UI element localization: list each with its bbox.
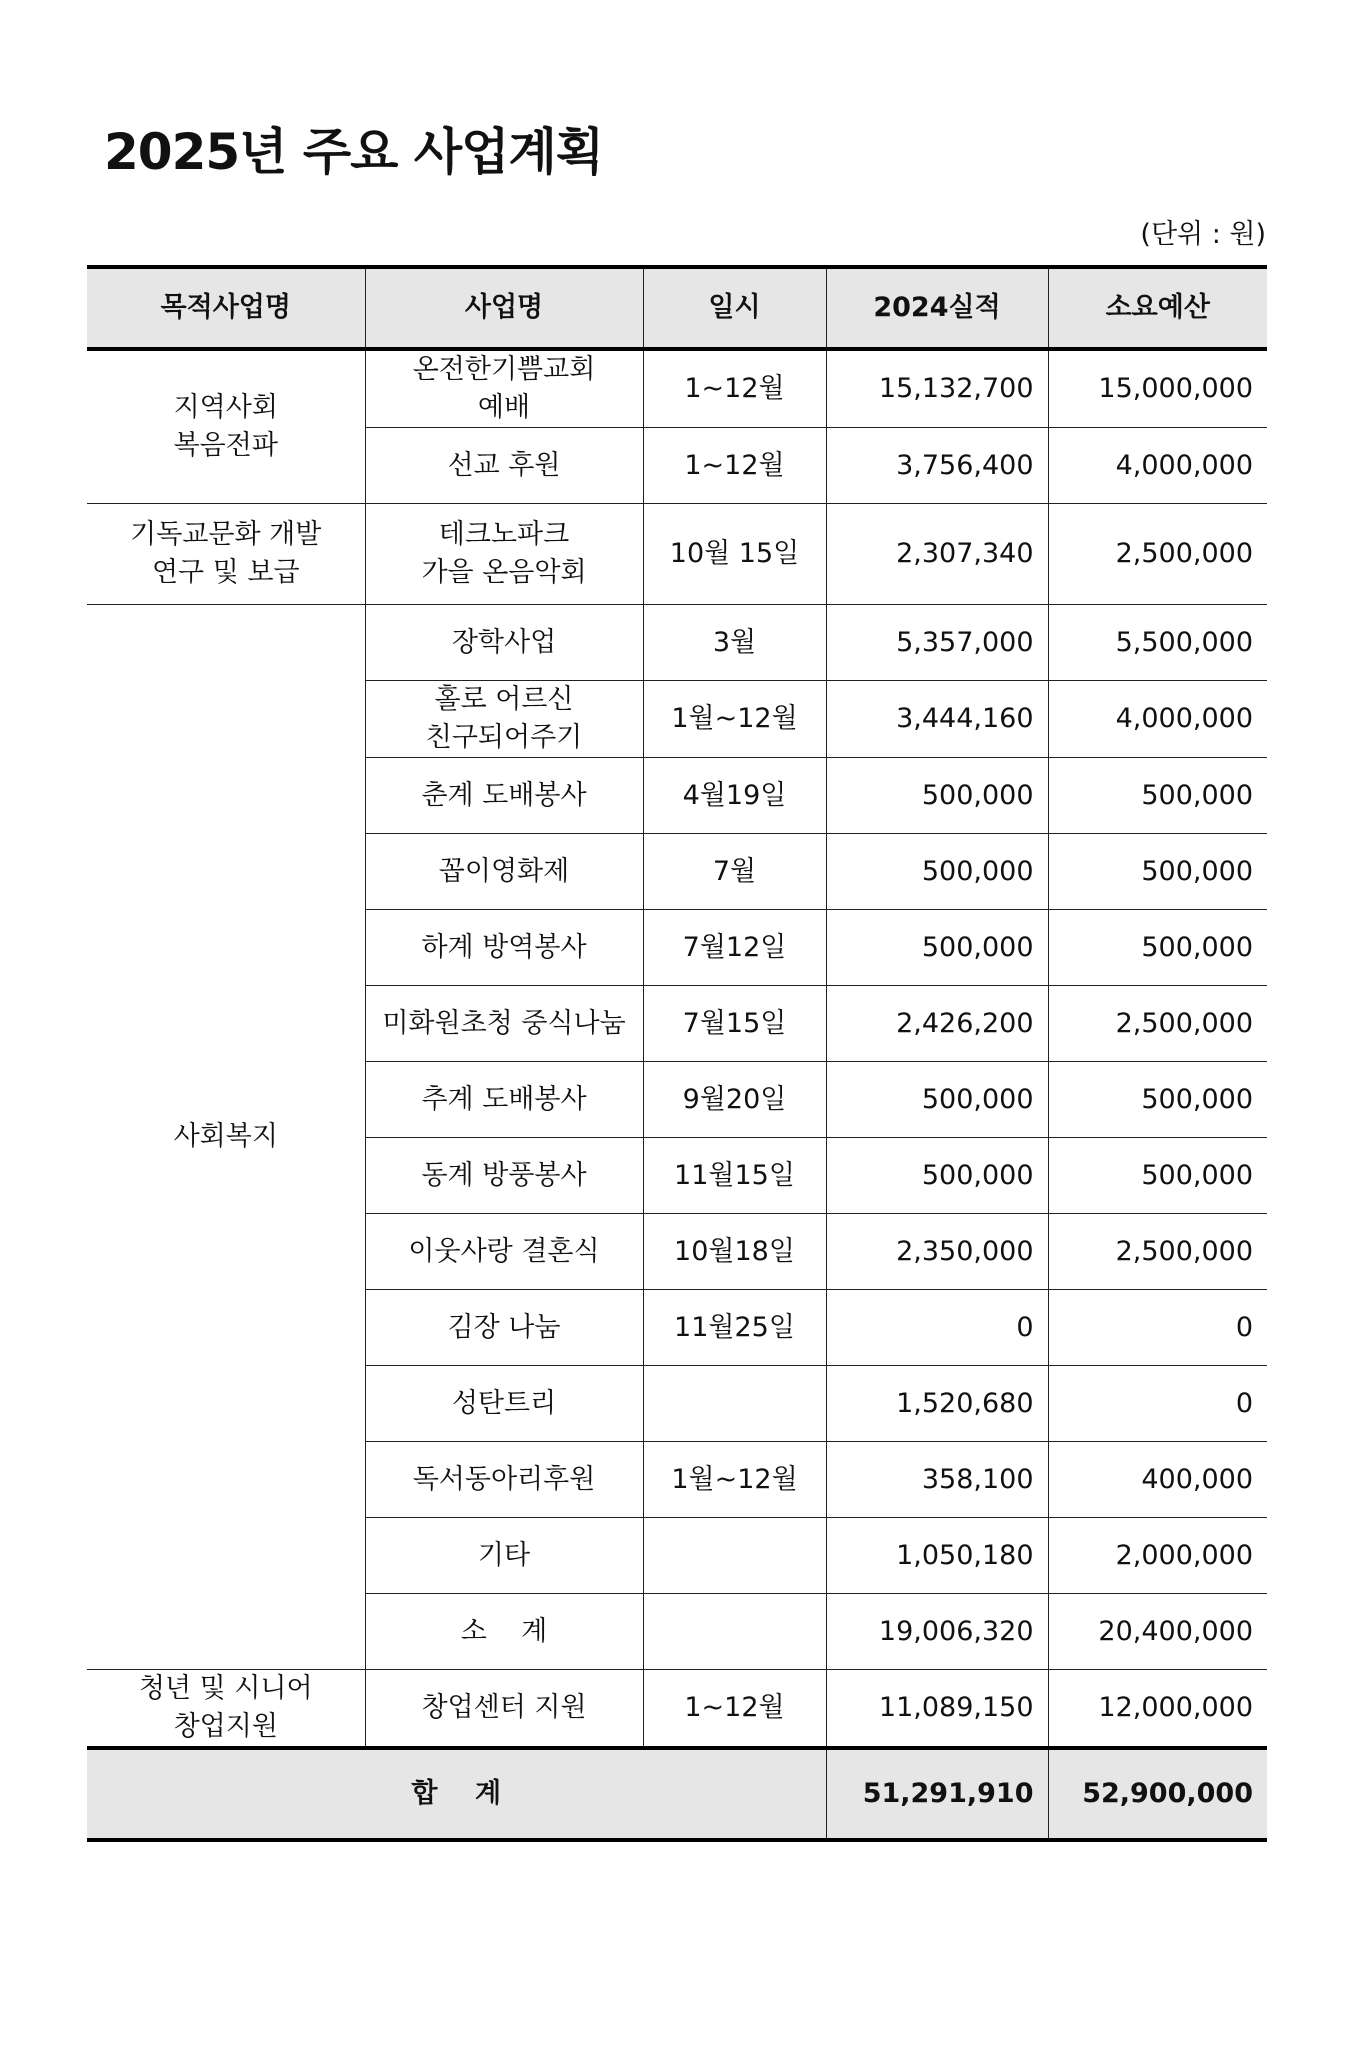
project-cell: 장학사업 xyxy=(365,605,643,681)
actual-cell: 2,426,200 xyxy=(826,986,1048,1062)
project-cell: 선교 후원 xyxy=(365,428,643,504)
budget-cell: 500,000 xyxy=(1048,758,1267,834)
date-cell: 1월~12월 xyxy=(643,1442,826,1518)
actual-cell: 500,000 xyxy=(826,1138,1048,1214)
actual-cell: 15,132,700 xyxy=(826,349,1048,428)
actual-cell: 1,050,180 xyxy=(826,1518,1048,1594)
actual-cell: 500,000 xyxy=(826,834,1048,910)
table-row xyxy=(87,1670,1267,1749)
header-budget: 소요예산 xyxy=(1048,267,1267,349)
project-cell: 추계 도배봉사 xyxy=(365,1062,643,1138)
actual-cell: 2,350,000 xyxy=(826,1214,1048,1290)
actual-cell: 358,100 xyxy=(826,1442,1048,1518)
total-budget: 52,900,000 xyxy=(1048,1748,1267,1840)
budget-cell: 500,000 xyxy=(1048,834,1267,910)
date-cell: 11월15일 xyxy=(643,1138,826,1214)
purpose-cell: 사회복지 xyxy=(87,605,365,1670)
budget-cell: 0 xyxy=(1048,1290,1267,1366)
date-cell xyxy=(643,1518,826,1594)
date-cell: 3월 xyxy=(643,605,826,681)
date-cell: 9월20일 xyxy=(643,1062,826,1138)
actual-cell: 500,000 xyxy=(826,1062,1048,1138)
total-actual: 51,291,910 xyxy=(826,1748,1048,1840)
total-label: 합 계 xyxy=(87,1748,826,1840)
budget-cell: 5,500,000 xyxy=(1048,605,1267,681)
project-cell: 꼽이영화제 xyxy=(365,834,643,910)
project-cell: 테크노파크 가을 온음악회 xyxy=(365,504,643,605)
actual-cell: 3,444,160 xyxy=(826,681,1048,758)
budget-cell: 2,500,000 xyxy=(1048,986,1267,1062)
date-cell: 10월 15일 xyxy=(643,504,826,605)
date-cell: 7월12일 xyxy=(643,910,826,986)
table-header-row xyxy=(87,267,1267,349)
header-date: 일시 xyxy=(643,267,826,349)
purpose-cell: 청년 및 시니어 창업지원 xyxy=(87,1670,365,1749)
actual-cell: 11,089,150 xyxy=(826,1670,1048,1749)
date-cell: 7월15일 xyxy=(643,986,826,1062)
actual-cell: 5,357,000 xyxy=(826,605,1048,681)
project-cell: 홀로 어르신 친구되어주기 xyxy=(365,681,643,758)
page-title: 2025년 주요 사업계획 xyxy=(104,123,604,181)
actual-cell: 19,006,320 xyxy=(826,1594,1048,1670)
date-cell: 1~12월 xyxy=(643,1670,826,1749)
project-cell: 김장 나눔 xyxy=(365,1290,643,1366)
date-cell: 10월18일 xyxy=(643,1214,826,1290)
project-cell: 이웃사랑 결혼식 xyxy=(365,1214,643,1290)
table-row xyxy=(87,504,1267,605)
budget-cell: 0 xyxy=(1048,1366,1267,1442)
date-cell: 1월~12월 xyxy=(643,681,826,758)
budget-cell: 500,000 xyxy=(1048,1138,1267,1214)
budget-cell: 15,000,000 xyxy=(1048,349,1267,428)
actual-cell: 3,756,400 xyxy=(826,428,1048,504)
project-cell: 춘계 도배봉사 xyxy=(365,758,643,834)
project-cell: 기타 xyxy=(365,1518,643,1594)
project-cell: 온전한기쁨교회 예배 xyxy=(365,349,643,428)
business-plan-table xyxy=(87,265,1267,1842)
project-cell: 하계 방역봉사 xyxy=(365,910,643,986)
date-cell xyxy=(643,1366,826,1442)
purpose-cell: 기독교문화 개발 연구 및 보급 xyxy=(87,504,365,605)
table-row xyxy=(87,349,1267,428)
purpose-cell: 지역사회 복음전파 xyxy=(87,349,365,504)
actual-cell: 1,520,680 xyxy=(826,1366,1048,1442)
actual-cell: 500,000 xyxy=(826,758,1048,834)
project-cell: 창업센터 지원 xyxy=(365,1670,643,1749)
date-cell: 1~12월 xyxy=(643,349,826,428)
actual-cell: 0 xyxy=(826,1290,1048,1366)
date-cell: 4월19일 xyxy=(643,758,826,834)
header-actual-2024: 2024실적 xyxy=(826,267,1048,349)
budget-cell: 4,000,000 xyxy=(1048,428,1267,504)
unit-note: (단위 : 원) xyxy=(1140,219,1266,250)
header-project: 사업명 xyxy=(365,267,643,349)
budget-cell: 500,000 xyxy=(1048,910,1267,986)
project-cell: 성탄트리 xyxy=(365,1366,643,1442)
total-row xyxy=(87,1748,1267,1840)
budget-cell: 400,000 xyxy=(1048,1442,1267,1518)
budget-cell: 20,400,000 xyxy=(1048,1594,1267,1670)
budget-cell: 2,000,000 xyxy=(1048,1518,1267,1594)
header-purpose: 목적사업명 xyxy=(87,267,365,349)
actual-cell: 500,000 xyxy=(826,910,1048,986)
budget-cell: 12,000,000 xyxy=(1048,1670,1267,1749)
project-cell: 독서동아리후원 xyxy=(365,1442,643,1518)
table-row xyxy=(87,605,1267,681)
table-body xyxy=(87,349,1267,1748)
project-cell: 동계 방풍봉사 xyxy=(365,1138,643,1214)
actual-cell: 2,307,340 xyxy=(826,504,1048,605)
budget-cell: 2,500,000 xyxy=(1048,1214,1267,1290)
date-cell: 7월 xyxy=(643,834,826,910)
project-cell: 소 계 xyxy=(365,1594,643,1670)
date-cell xyxy=(643,1594,826,1670)
date-cell: 1~12월 xyxy=(643,428,826,504)
budget-cell: 2,500,000 xyxy=(1048,504,1267,605)
budget-cell: 4,000,000 xyxy=(1048,681,1267,758)
project-cell: 미화원초청 중식나눔 xyxy=(365,986,643,1062)
budget-cell: 500,000 xyxy=(1048,1062,1267,1138)
date-cell: 11월25일 xyxy=(643,1290,826,1366)
